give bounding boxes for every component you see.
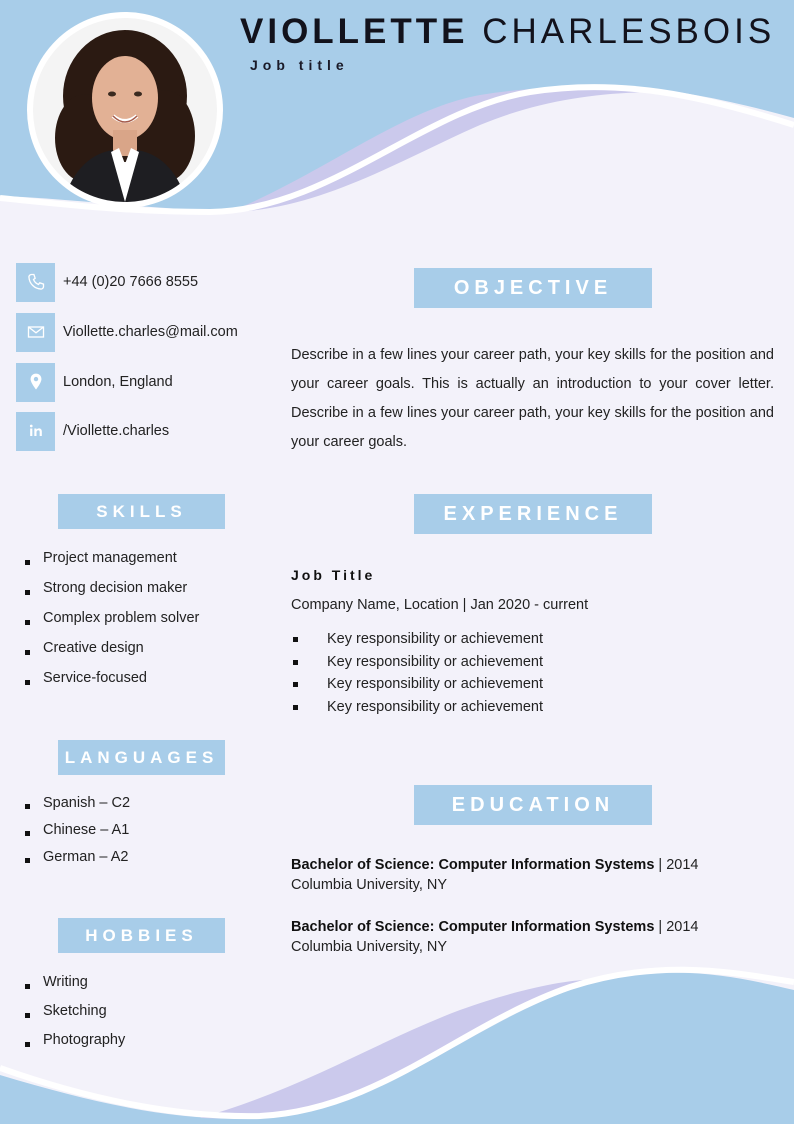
responsibilities-list bbox=[291, 628, 543, 719]
linkedin-icon bbox=[16, 412, 55, 451]
list-item: Sketching bbox=[22, 1001, 125, 1030]
objective-text: Describe in a few lines your career path, your key skills for the position and your career goals. This is actually an introduction to your cover letter. Describe in a few lines your career path, your key skills for the position and your career goals. bbox=[291, 347, 774, 450]
candidate-name bbox=[240, 12, 775, 52]
list-item: Service-focused bbox=[22, 668, 199, 698]
last-name: CHARLESBOIS bbox=[482, 12, 776, 51]
first-name: VIOLLETTE bbox=[240, 12, 469, 51]
email-address[interactable]: Viollette.charles@mail.com bbox=[63, 324, 238, 340]
list-item: Strong decision maker bbox=[22, 578, 199, 608]
year: | 2014 bbox=[654, 919, 699, 935]
contact-linkedin bbox=[16, 411, 276, 451]
skills-heading: SKILLS bbox=[58, 494, 225, 529]
experience-job-title: Job Title bbox=[291, 567, 376, 583]
languages-heading: LANGUAGES bbox=[58, 740, 225, 775]
location-pin-icon bbox=[16, 363, 55, 402]
objective-heading: OBJECTIVE bbox=[414, 268, 652, 308]
profile-photo bbox=[27, 12, 223, 208]
phone-number: +44 (0)20 7666 8555 bbox=[63, 274, 199, 290]
list-item: Chinese – A1 bbox=[22, 820, 130, 847]
contact-location bbox=[16, 362, 276, 402]
school: Columbia University, NY bbox=[291, 877, 448, 893]
list-item: Creative design bbox=[22, 638, 199, 668]
list-item: Key responsibility or achievement bbox=[291, 673, 543, 696]
skills-list bbox=[22, 548, 199, 698]
education-heading: EDUCATION bbox=[414, 785, 652, 825]
mail-icon bbox=[16, 313, 55, 352]
contact-phone bbox=[16, 262, 276, 302]
school: Columbia University, NY bbox=[291, 939, 448, 955]
list-item: Project management bbox=[22, 548, 199, 578]
job-title-heading: Job title bbox=[250, 57, 349, 73]
languages-list bbox=[22, 793, 130, 874]
list-item: Key responsibility or achievement bbox=[291, 651, 543, 674]
list-item: German – A2 bbox=[22, 847, 130, 874]
list-item: Complex problem solver bbox=[22, 608, 199, 638]
list-item: Writing bbox=[22, 972, 125, 1001]
education-entry bbox=[291, 855, 698, 895]
experience-heading: EXPERIENCE bbox=[414, 494, 652, 534]
year: | 2014 bbox=[654, 857, 699, 873]
list-item: Spanish – C2 bbox=[22, 793, 130, 820]
phone-icon bbox=[16, 263, 55, 302]
contact-email bbox=[16, 312, 276, 352]
location: London, England bbox=[63, 374, 173, 390]
hobbies-list bbox=[22, 972, 125, 1059]
experience-company: Company Name, Location | Jan 2020 - current bbox=[291, 597, 589, 613]
linkedin-handle[interactable]: /Viollette.charles bbox=[63, 423, 170, 439]
education-entry bbox=[291, 917, 698, 957]
degree: Bachelor of Science: Computer Information Systems bbox=[291, 919, 655, 935]
hobbies-heading: HOBBIES bbox=[58, 918, 225, 953]
list-item: Key responsibility or achievement bbox=[291, 696, 543, 719]
list-item: Key responsibility or achievement bbox=[291, 628, 543, 651]
list-item: Photography bbox=[22, 1030, 125, 1059]
degree: Bachelor of Science: Computer Information Systems bbox=[291, 857, 655, 873]
